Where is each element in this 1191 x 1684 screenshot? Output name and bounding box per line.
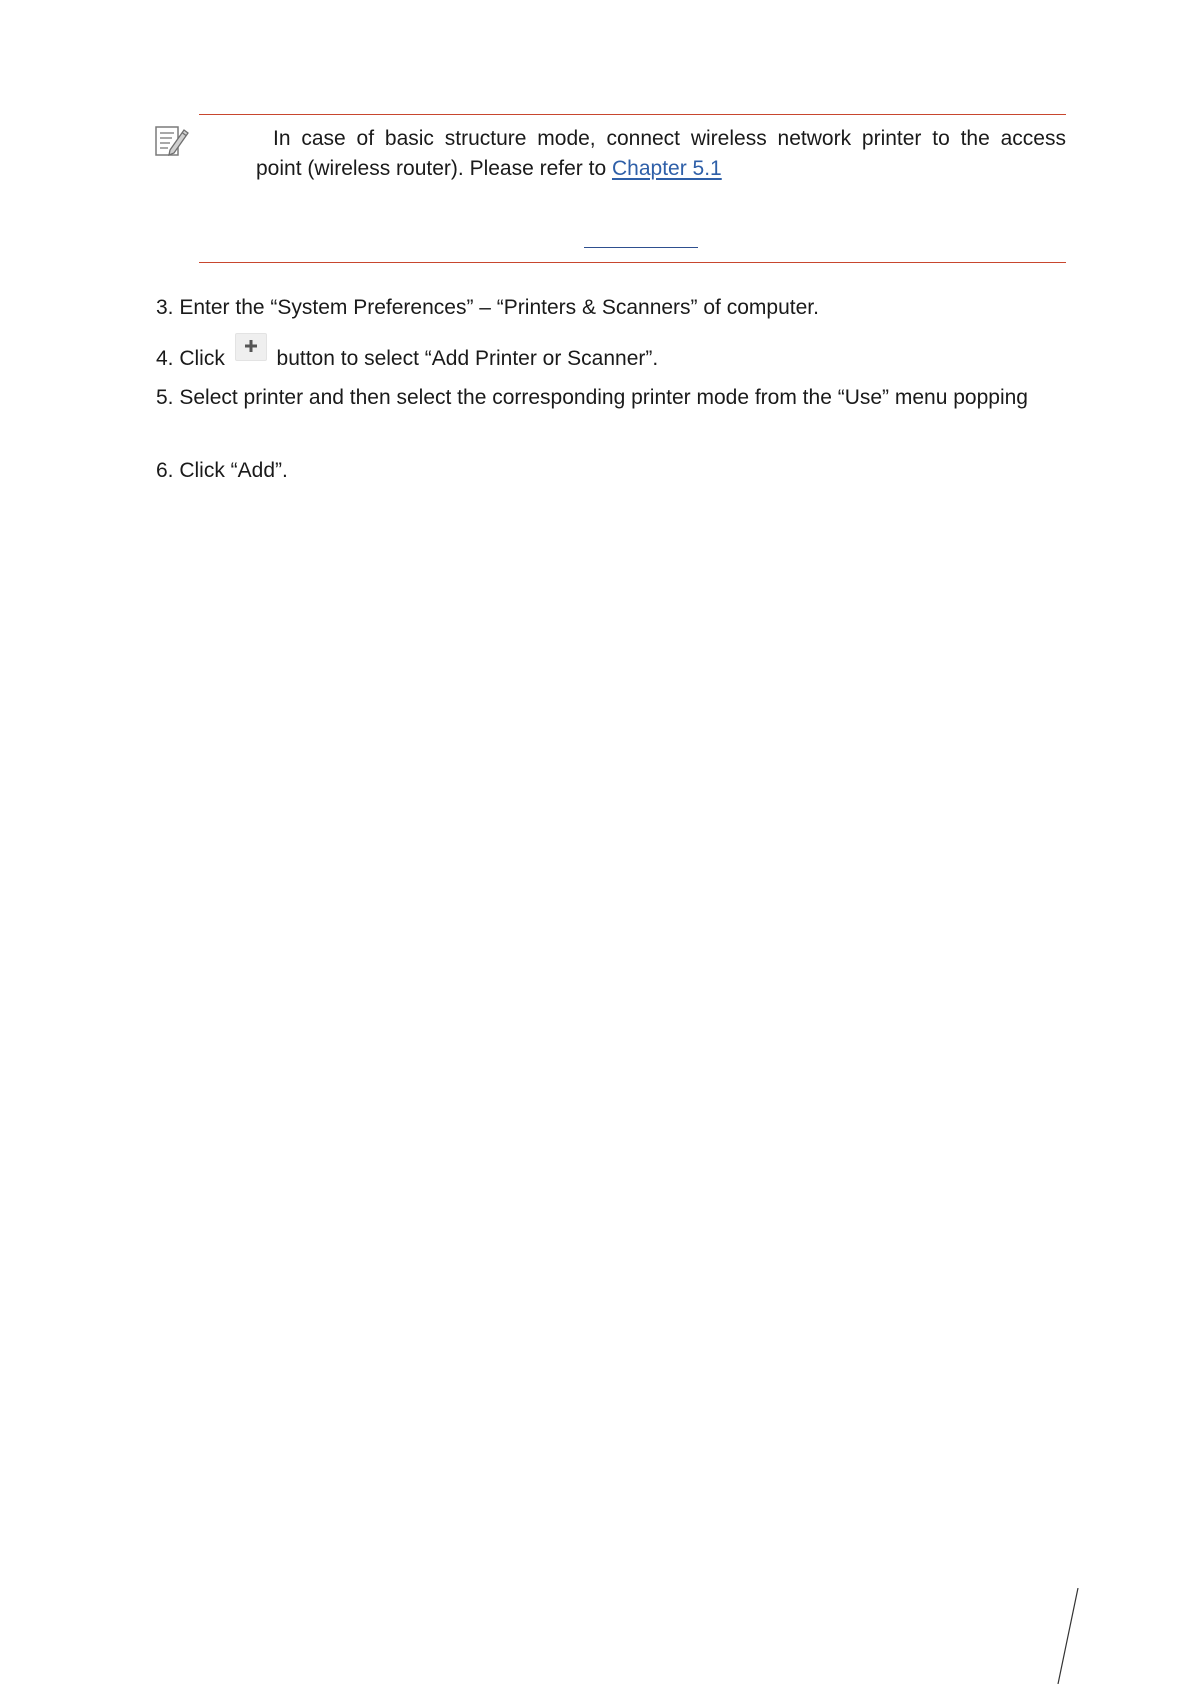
- step-4-after: button to select “Add Printer or Scanner”.: [270, 347, 659, 370]
- step-4: [156, 339, 658, 373]
- note-top-rule: [199, 114, 1066, 115]
- step-5: 5. Select printer and then select the corresponding printer mode from the “Use” menu popping: [156, 386, 1028, 409]
- note-bottom-rule: [199, 262, 1066, 263]
- note-line-1: In case of basic structure mode, connect wireless network printer to the access: [273, 127, 1066, 150]
- empty-link-underline: [584, 247, 698, 248]
- step-6: 6. Click “Add”.: [156, 459, 288, 482]
- plus-icon: [235, 333, 267, 361]
- chapter-link[interactable]: Chapter 5.1: [611, 157, 722, 180]
- note-text: [256, 124, 1066, 184]
- step-3: 3. Enter the “System Preferences” – “Printers & Scanners” of computer.: [156, 296, 819, 319]
- step-4-before: 4. Click: [156, 347, 231, 370]
- note-line-2-prefix: point (wireless router). Please refer to: [256, 157, 612, 180]
- note-pencil-icon: [154, 124, 192, 160]
- page-corner-line: [1056, 1588, 1080, 1684]
